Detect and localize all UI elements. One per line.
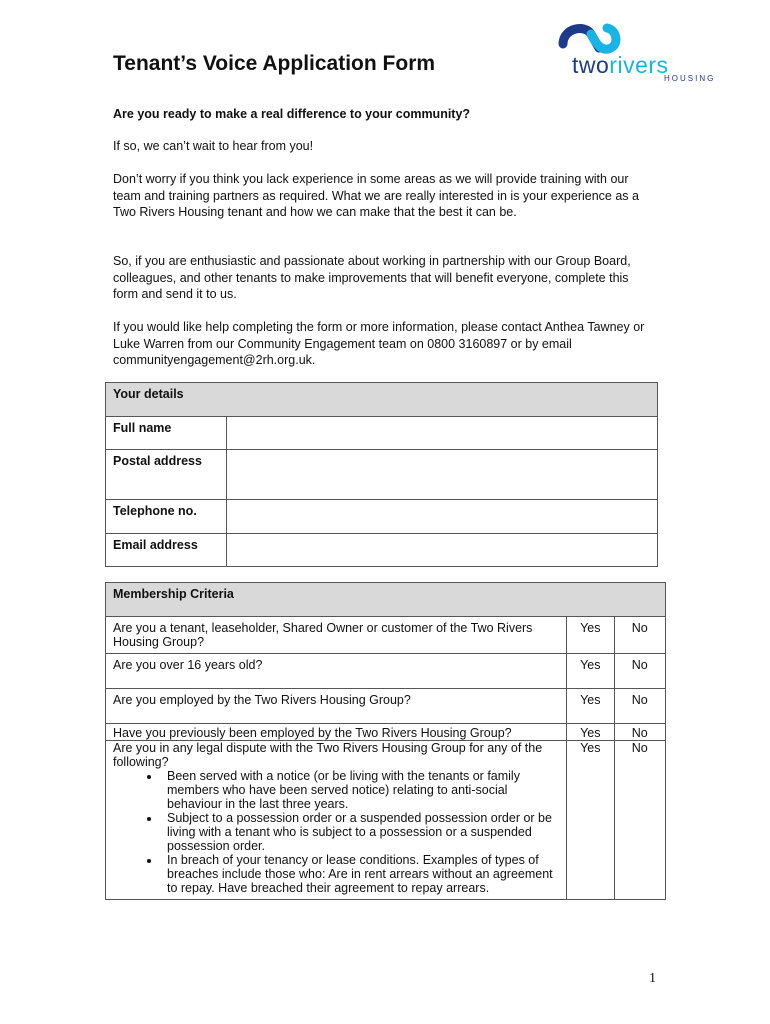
email-field[interactable]: [227, 534, 658, 567]
logo-wordmark: tworivers: [572, 52, 669, 78]
your-details-table: [105, 382, 658, 567]
q1-no-option[interactable]: No: [614, 617, 665, 654]
q1-yes-option[interactable]: Yes: [567, 617, 614, 654]
membership-criteria-header: Membership Criteria: [106, 583, 666, 617]
question-legal-dispute: [106, 741, 567, 900]
telephone-field[interactable]: [227, 500, 658, 534]
q2-no-option[interactable]: No: [614, 654, 665, 689]
question-age: Are you over 16 years old?: [106, 654, 567, 689]
postal-address-field[interactable]: [227, 450, 658, 500]
paragraph-3: So, if you are enthusiastic and passionate about working in partnership with our Group Board, colleagues, and other tenants to make improvements that will benefit everyone, complete this form and send it to us.: [113, 254, 631, 301]
paragraph-1: If so, we can’t wait to hear from you!: [113, 139, 314, 153]
legal-dispute-list: [113, 769, 559, 895]
email-label: Email address: [106, 534, 227, 567]
membership-criteria-table: [105, 582, 666, 900]
intro-question: Are you ready to make a real difference to your community?: [113, 107, 471, 121]
paragraph-4: If you would like help completing the form or more information, please contact Anthea Tawney or Luke Warren from our Community Engagement team on 0800 3160897 or by email communityengagement@2rh.org.uk.: [113, 320, 645, 367]
full-name-label: Full name: [106, 417, 227, 450]
list-item: • Been served with a notice (or be living with the tenants or family members who have been served notice) relating to anti-social behaviour in the last three years.: [161, 769, 559, 811]
postal-address-label: Postal address: [106, 450, 227, 500]
q3-no-option[interactable]: No: [614, 689, 665, 724]
question-previously-employed: Have you previously been employed by the Two Rivers Housing Group?: [106, 724, 567, 741]
page-title: Tenant’s Voice Application Form: [113, 52, 436, 75]
paragraph-2: Don’t worry if you think you lack experience in some areas as we will provide training with our team and training partners as required. What we are really interested in is your experience as a Two Rivers Housing tenant and how we can make that the best it can be.: [113, 172, 639, 219]
telephone-label: Telephone no.: [106, 500, 227, 534]
full-name-field[interactable]: [227, 417, 658, 450]
list-item: • Subject to a possession order or a suspended possession order or be living with a tenant who is subject to a possession or a suspended possession order.: [161, 811, 559, 853]
page-number: 1: [649, 971, 656, 986]
q4-no-option[interactable]: No: [614, 724, 665, 741]
question-employed: Are you employed by the Two Rivers Housing Group?: [106, 689, 567, 724]
list-item: • In breach of your tenancy or lease conditions. Examples of types of breaches include those who: Are in rent arrears without an agreement to repay. Have breached their agreement to repay arrears.: [161, 853, 559, 895]
your-details-header: Your details: [106, 383, 658, 417]
q5-yes-option[interactable]: Yes: [567, 741, 614, 900]
logo-subtitle: HOUSING: [664, 74, 716, 83]
q3-yes-option[interactable]: Yes: [567, 689, 614, 724]
q4-yes-option[interactable]: Yes: [567, 724, 614, 741]
legal-dispute-intro: Are you in any legal dispute with the Two Rivers Housing Group for any of the following?: [113, 741, 543, 769]
question-tenant: Are you a tenant, leaseholder, Shared Owner or customer of the Two Rivers Housing Group?: [106, 617, 567, 654]
q2-yes-option[interactable]: Yes: [567, 654, 614, 689]
q5-no-option[interactable]: No: [614, 741, 665, 900]
